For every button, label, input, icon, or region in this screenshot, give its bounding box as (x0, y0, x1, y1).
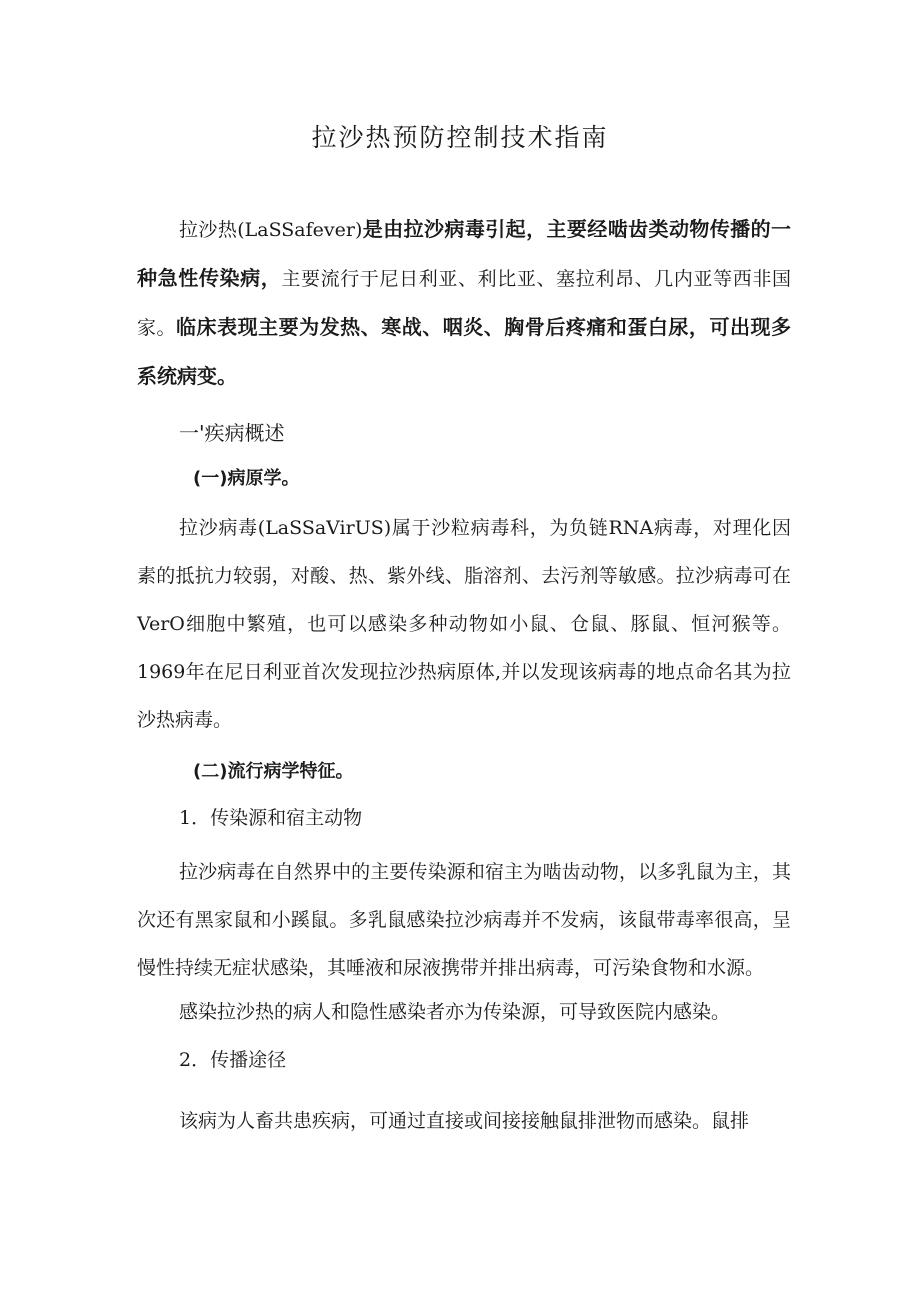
item-heading-infection-source: 1．传染源和宿主动物 (179, 807, 363, 829)
infection-source-paragraph: 拉沙病毒在自然界中的主要传染源和宿主为啮齿动物，以多乳鼠为主，其次还有黑家鼠和小蹊鼠。多乳鼠感染拉沙病毒并不发病，该鼠带毒率很高，呈慢性持续无症状感染，其唾液和尿液携带并排出病毒，可污染食物和水源。 (137, 861, 791, 979)
intro-text-1: 拉沙热(LaSSafever) (179, 219, 363, 241)
infection-source-paragraph-2: 感染拉沙热的病人和隐性感染者亦为传染源，可导致医院内感染。 (179, 1001, 731, 1023)
transmission-route-paragraph: 该病为人畜共患疾病，可通过直接或间接接触鼠排泄物而感染。鼠排 (179, 1110, 750, 1132)
subsection-heading-epidemiology: (二)流行病学特征。 (193, 761, 354, 782)
intro-text-2: 是由拉沙病毒引起，主要经啮齿类动物传播的一种急性传染病， (137, 217, 792, 290)
intro-text-3: 主要流行于尼日利亚、利比亚、塞拉利昂、几内亚等西非国家。 (137, 268, 791, 339)
intro-paragraph (137, 205, 791, 401)
item-heading-transmission-route: 2．传播途径 (179, 1049, 287, 1071)
etiology-paragraph: 拉沙病毒(LaSSaVirUS)属于沙粒病毒科，为负链RNA病毒，对理化因素的抵抗力较弱，对酸、热、紫外线、脂溶剂、去污剂等敏感。拉沙病毒可在VerO细胞中繁殖，也可以感染多种动物如小鼠、仓鼠、豚鼠、恒河猴等。1969年在尼日利亚首次发现拉沙热病原体,并以发现该病毒的地点命名其为拉沙热病毒。 (137, 517, 791, 731)
subsection-heading-etiology: (一)病原学。 (193, 468, 300, 489)
intro-text-4: 临床表现主要为发热、寒战、咽炎、胸骨后疼痛和蛋白尿，可出现多系统病变。 (137, 315, 791, 388)
section-heading-disease-overview: 一'疾病概述 (179, 421, 285, 445)
document-title: 拉沙热预防控制技术指南 (311, 123, 609, 152)
